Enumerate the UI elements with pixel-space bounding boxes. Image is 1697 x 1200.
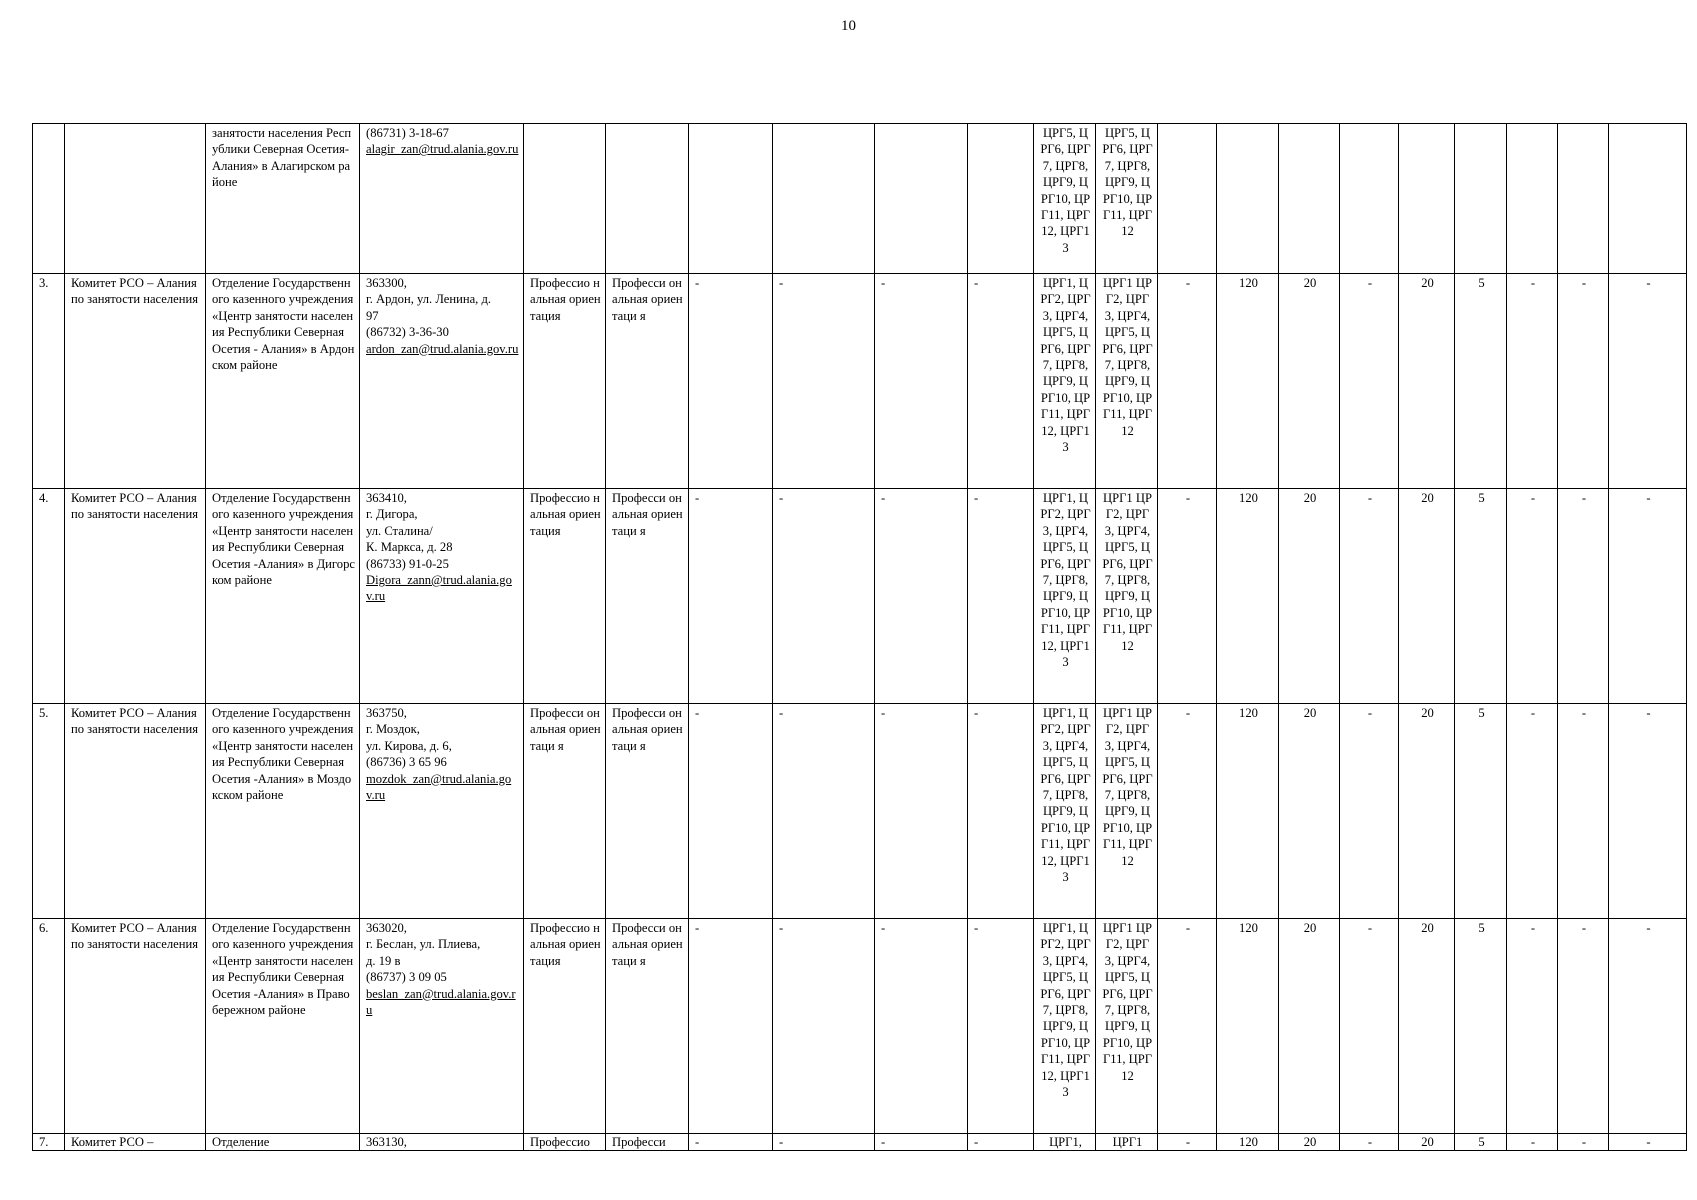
- value-cell-d1: -: [689, 489, 773, 704]
- value-cell-v2: 120: [1217, 274, 1279, 489]
- value-cell-v4: -: [1340, 1134, 1399, 1151]
- value-cell-d2: [773, 124, 875, 274]
- email-link[interactable]: ardon_zan@trud.alania.gov.ru: [366, 341, 519, 356]
- branch-cell: Отделение Государственного казенного учреждения «Центр занятости населения Республики Северная Осетия -Алания» в Дигорском районе: [206, 489, 360, 704]
- value-cell-d3: -: [875, 919, 968, 1134]
- value-cell-v1: -: [1158, 274, 1217, 489]
- table-row: [33, 704, 1687, 919]
- value-cell-v6: 5: [1455, 919, 1507, 1134]
- value-cell-d4: -: [968, 919, 1034, 1134]
- value-cell-v1: -: [1158, 489, 1217, 704]
- value-cell-v3: 20: [1279, 919, 1340, 1134]
- target-groups-cell-a: ЦРГ1, ЦРГ2, ЦРГ3, ЦРГ4, ЦРГ5, ЦРГ6, ЦРГ7, ЦРГ8, ЦРГ9, ЦРГ10, ЦРГ11, ЦРГ12, ЦРГ13: [1034, 274, 1096, 489]
- value-cell-v3: 20: [1279, 274, 1340, 489]
- service-type-cell: Профессио нальная ориентация: [524, 489, 606, 704]
- value-cell-v2: [1217, 124, 1279, 274]
- email-link[interactable]: mozdok_zan@trud.alania.gov.ru: [366, 771, 512, 803]
- agency-cell: Комитет РСО – Алания по занятости населения: [65, 489, 206, 704]
- value-cell-d1: -: [689, 274, 773, 489]
- page-number: 10: [841, 18, 856, 34]
- value-cell-d4: -: [968, 1134, 1034, 1151]
- value-cell-v3: 20: [1279, 489, 1340, 704]
- address-cell: [360, 1134, 524, 1151]
- email-link[interactable]: alagir_zan@trud.alania.gov.ru: [366, 142, 519, 157]
- value-cell-v1: -: [1158, 1134, 1217, 1151]
- value-cell-v7: -: [1507, 489, 1558, 704]
- target-groups-cell-b: ЦРГ5, ЦРГ6, ЦРГ7, ЦРГ8, ЦРГ9, ЦРГ10, ЦРГ11, ЦРГ12: [1096, 124, 1158, 274]
- value-cell-d2: -: [773, 489, 875, 704]
- service-type-cell: Професси ональная ориентаци я: [524, 704, 606, 919]
- agency-cell: Комитет РСО –: [65, 1134, 206, 1151]
- address-cell: [360, 704, 524, 919]
- service-type-cell: [524, 124, 606, 274]
- value-cell-v4: -: [1340, 704, 1399, 919]
- value-cell-v5: 20: [1399, 919, 1455, 1134]
- value-cell-d3: -: [875, 1134, 968, 1151]
- row-number-cell: 4.: [33, 489, 65, 704]
- value-cell-v8: -: [1558, 919, 1609, 1134]
- value-cell-v9: -: [1609, 919, 1687, 1134]
- table-body: [33, 124, 1687, 1151]
- target-groups-cell-a: ЦРГ1, ЦРГ2, ЦРГ3, ЦРГ4, ЦРГ5, ЦРГ6, ЦРГ7, ЦРГ8, ЦРГ9, ЦРГ10, ЦРГ11, ЦРГ12, ЦРГ13: [1034, 919, 1096, 1134]
- target-groups-cell-b: ЦРГ1 ЦРГ2, ЦРГ3, ЦРГ4, ЦРГ5, ЦРГ6, ЦРГ7, ЦРГ8, ЦРГ9, ЦРГ10, ЦРГ11, ЦРГ12: [1096, 489, 1158, 704]
- email-link[interactable]: beslan_zan@trud.alania.gov.ru: [366, 986, 516, 1018]
- value-cell-d2: -: [773, 919, 875, 1134]
- table-row: [33, 1134, 1687, 1151]
- target-groups-cell-a: ЦРГ5, ЦРГ6, ЦРГ7, ЦРГ8, ЦРГ9, ЦРГ10, ЦРГ11, ЦРГ12, ЦРГ13: [1034, 124, 1096, 274]
- service-category-cell: Професси: [606, 1134, 689, 1151]
- table-row: [33, 489, 1687, 704]
- value-cell-d4: -: [968, 704, 1034, 919]
- value-cell-v6: 5: [1455, 1134, 1507, 1151]
- value-cell-v9: -: [1609, 704, 1687, 919]
- value-cell-d2: -: [773, 274, 875, 489]
- value-cell-v9: -: [1609, 489, 1687, 704]
- service-category-cell: Професси ональная ориентаци я: [606, 274, 689, 489]
- value-cell-v7: -: [1507, 704, 1558, 919]
- value-cell-v8: -: [1558, 489, 1609, 704]
- value-cell-v5: 20: [1399, 489, 1455, 704]
- value-cell-v3: [1279, 124, 1340, 274]
- value-cell-v7: -: [1507, 274, 1558, 489]
- value-cell-d1: [689, 124, 773, 274]
- table-row: [33, 124, 1687, 274]
- value-cell-v6: 5: [1455, 274, 1507, 489]
- address-lines: 363130,: [366, 1135, 407, 1149]
- value-cell-d4: [968, 124, 1034, 274]
- value-cell-v7: -: [1507, 1134, 1558, 1151]
- value-cell-v2: 120: [1217, 1134, 1279, 1151]
- value-cell-d3: -: [875, 704, 968, 919]
- table-row: [33, 274, 1687, 489]
- branch-cell: Отделение Государственного казенного учреждения «Центр занятости населения Республики Северная Осетия - Алания» в Ардонском районе: [206, 274, 360, 489]
- address-cell: [360, 489, 524, 704]
- value-cell-v5: 20: [1399, 1134, 1455, 1151]
- address-lines: (86731) 3-18-67: [366, 126, 449, 140]
- value-cell-v4: -: [1340, 274, 1399, 489]
- value-cell-v2: 120: [1217, 919, 1279, 1134]
- value-cell-v3: 20: [1279, 704, 1340, 919]
- value-cell-d1: -: [689, 1134, 773, 1151]
- service-type-cell: Профессио нальная ориентация: [524, 919, 606, 1134]
- target-groups-cell-b: ЦРГ1 ЦРГ2, ЦРГ3, ЦРГ4, ЦРГ5, ЦРГ6, ЦРГ7, ЦРГ8, ЦРГ9, ЦРГ10, ЦРГ11, ЦРГ12: [1096, 274, 1158, 489]
- value-cell-v7: [1507, 124, 1558, 274]
- address-lines: 363750, г. Моздок, ул. Кирова, д. 6, (86736) 3 65 96: [366, 706, 452, 770]
- value-cell-v2: 120: [1217, 704, 1279, 919]
- agency-cell: Комитет РСО – Алания по занятости населения: [65, 274, 206, 489]
- address-cell: [360, 124, 524, 274]
- service-type-cell: Профессио нальная ориентация: [524, 274, 606, 489]
- value-cell-v4: -: [1340, 489, 1399, 704]
- value-cell-v8: -: [1558, 1134, 1609, 1151]
- value-cell-v6: 5: [1455, 704, 1507, 919]
- value-cell-d1: -: [689, 919, 773, 1134]
- value-cell-v8: -: [1558, 704, 1609, 919]
- value-cell-v5: 20: [1399, 274, 1455, 489]
- value-cell-v3: 20: [1279, 1134, 1340, 1151]
- target-groups-cell-a: ЦРГ1, ЦРГ2, ЦРГ3, ЦРГ4, ЦРГ5, ЦРГ6, ЦРГ7, ЦРГ8, ЦРГ9, ЦРГ10, ЦРГ11, ЦРГ12, ЦРГ13: [1034, 489, 1096, 704]
- value-cell-v9: -: [1609, 1134, 1687, 1151]
- value-cell-d4: -: [968, 489, 1034, 704]
- value-cell-d2: -: [773, 704, 875, 919]
- branch-cell: занятости населения Республики Северная Осетия-Алания» в Алагирском районе: [206, 124, 360, 274]
- target-groups-cell-a: ЦРГ1, ЦРГ2, ЦРГ3, ЦРГ4, ЦРГ5, ЦРГ6, ЦРГ7, ЦРГ8, ЦРГ9, ЦРГ10, ЦРГ11, ЦРГ12, ЦРГ13: [1034, 704, 1096, 919]
- value-cell-d1: -: [689, 704, 773, 919]
- address-cell: [360, 274, 524, 489]
- email-link[interactable]: Digora_zann@trud.alania.gov.ru: [366, 573, 512, 604]
- branch-cell: Отделение Государственного казенного учреждения «Центр занятости населения Республики Северная Осетия -Алания» в Моздокском районе: [206, 704, 360, 919]
- address-lines: 363020, г. Беслан, ул. Плиева, д. 19 в (86737) 3 09 05: [366, 921, 481, 985]
- value-cell-d3: [875, 124, 968, 274]
- value-cell-v8: [1558, 124, 1609, 274]
- value-cell-v1: -: [1158, 919, 1217, 1134]
- agency-cell: [65, 124, 206, 274]
- row-number-cell: 3.: [33, 274, 65, 489]
- value-cell-v5: 20: [1399, 704, 1455, 919]
- address-lines: 363300, г. Ардон, ул. Ленина, д. 97 (86732) 3-36-30: [366, 276, 492, 340]
- branch-cell: Отделение Государственного казенного учреждения «Центр занятости населения Республики Северная Осетия -Алания» в Правобережном районе: [206, 919, 360, 1134]
- value-cell-d3: -: [875, 489, 968, 704]
- value-cell-v2: 120: [1217, 489, 1279, 704]
- value-cell-v5: [1399, 124, 1455, 274]
- value-cell-d3: -: [875, 274, 968, 489]
- value-cell-v1: [1158, 124, 1217, 274]
- row-number-cell: 5.: [33, 704, 65, 919]
- service-category-cell: Професси ональная ориентаци я: [606, 704, 689, 919]
- value-cell-v9: -: [1609, 274, 1687, 489]
- value-cell-v6: [1455, 124, 1507, 274]
- value-cell-d2: -: [773, 1134, 875, 1151]
- target-groups-cell-b: ЦРГ1 ЦРГ2, ЦРГ3, ЦРГ4, ЦРГ5, ЦРГ6, ЦРГ7, ЦРГ8, ЦРГ9, ЦРГ10, ЦРГ11, ЦРГ12: [1096, 704, 1158, 919]
- service-category-cell: Професси ональная ориентаци я: [606, 919, 689, 1134]
- value-cell-v8: -: [1558, 274, 1609, 489]
- value-cell-v7: -: [1507, 919, 1558, 1134]
- value-cell-v9: [1609, 124, 1687, 274]
- service-category-cell: Професси ональная ориентаци я: [606, 489, 689, 704]
- value-cell-v4: -: [1340, 919, 1399, 1134]
- services-table: [32, 123, 1687, 1151]
- value-cell-v6: 5: [1455, 489, 1507, 704]
- row-number-cell: 7.: [33, 1134, 65, 1151]
- row-number-cell: [33, 124, 65, 274]
- value-cell-v4: [1340, 124, 1399, 274]
- address-lines: 363410, г. Дигора, ул. Сталина/ К. Маркса, д. 28 (86733) 91-0-25: [366, 491, 453, 571]
- value-cell-d4: -: [968, 274, 1034, 489]
- target-groups-cell-b: ЦРГ1 ЦРГ2, ЦРГ3, ЦРГ4, ЦРГ5, ЦРГ6, ЦРГ7, ЦРГ8, ЦРГ9, ЦРГ10, ЦРГ11, ЦРГ12: [1096, 919, 1158, 1134]
- agency-cell: Комитет РСО – Алания по занятости населения: [65, 704, 206, 919]
- branch-cell: Отделение: [206, 1134, 360, 1151]
- value-cell-v1: -: [1158, 704, 1217, 919]
- target-groups-cell-b: ЦРГ1: [1096, 1134, 1158, 1151]
- service-type-cell: Профессио: [524, 1134, 606, 1151]
- table-row: [33, 919, 1687, 1134]
- target-groups-cell-a: ЦРГ1,: [1034, 1134, 1096, 1151]
- row-number-cell: 6.: [33, 919, 65, 1134]
- agency-cell: Комитет РСО – Алания по занятости населения: [65, 919, 206, 1134]
- service-category-cell: [606, 124, 689, 274]
- address-cell: [360, 919, 524, 1134]
